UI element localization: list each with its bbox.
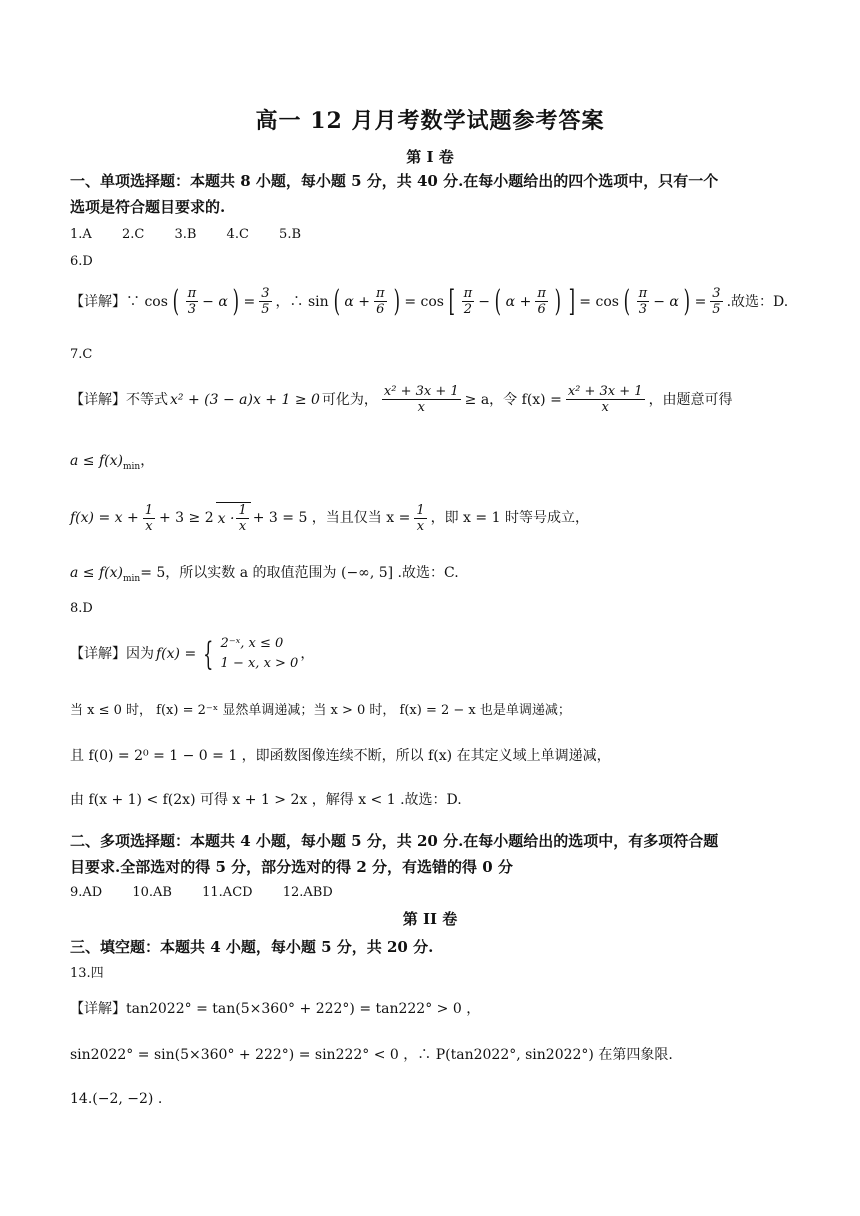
q7-line3-d: ，即 x = 1 时等号成立， [430,510,589,526]
section-1-heading: 一、单项选择题：本题共 8 小题，每小题 5 分，共 40 分.在每小题给出的四个选项中，只有一个 [70,172,719,190]
page-title: 高一 12 月月考数学试题参考答案 [255,108,605,134]
answer-5: 5.B [279,227,302,242]
q7-label: 【详解】不等式 [70,391,168,408]
q7-line2-expr: a ≤ f(x) [70,453,123,469]
question-14-answer: 14.(−2, −2) . [70,1091,163,1107]
answer-2: 2.C [121,227,145,242]
q7-text3: ，由题意可得 [648,391,733,408]
q13-line2: sin2022° = sin(5×360° + 222°) = sin222° < 0 ，∴ P(tan2022°, sin2022°) 在第四象限. [70,1047,673,1063]
section-1-heading-cont: 选项是符合题目要求的. [70,198,226,216]
q7-text1: 可化为， [321,391,378,408]
answer-9: 9.AD [70,885,103,900]
answer-4: 4.C [226,227,249,242]
q7-line3-b: + 3 ≥ 2 [159,510,214,526]
q8-label: 【详解】因为 [70,646,154,662]
q7-line2-sub: min [122,461,141,472]
answer-3: 3.B [174,227,197,242]
q6-mid2: = cos [404,293,444,310]
question-13-answer: 13.四 [70,966,104,981]
q7-line4 [70,564,459,588]
q6-mid1: ，∴ sin [275,293,329,310]
q6-mid3: = cos [579,293,619,310]
q7-line2 [70,452,154,476]
question-8-answer: 8.D [70,601,93,616]
q8-detail: 【详解】因为 f(x) = { 2⁻ˣ, x ≤ 0 1 − x, x > 0 ， [70,635,315,673]
answers-1-5 [70,226,327,244]
answer-12: 12.ABD [282,885,333,900]
q8-line2: 当 x ≤ 0 时， f(x) = 2⁻ˣ 显然单调递减；当 x > 0 时， f(x) = 2 − x 也是单调递减； [70,703,571,718]
piecewise-cases [221,634,299,674]
q8-line4: 由 f(x + 1) < f(2x) 可得 x + 1 > 2x ，解得 x < 1 .故选：D. [70,792,462,808]
q6-end: .故选：D. [726,293,789,310]
section-3-heading: 三、填空题：本题共 4 小题，每小题 5 分，共 20 分. [70,938,434,956]
answer-11: 11.ACD [202,885,253,900]
q7-text2: ≥ a，令 f(x) = [464,391,562,408]
q8-fx: f(x) = [156,646,197,662]
q8-case2: 1 − x, x > 0 [220,656,299,671]
sqrt-expression: x · 1 x [216,502,251,534]
q7-inequality: x² + (3 − a)x + 1 ≥ 0 [170,391,320,408]
answer-10: 10.AB [132,885,172,900]
question-7-answer: 7.C [70,347,93,362]
q8-case1: 2⁻ˣ, x ≤ 0 [220,636,284,651]
q7-line4-b: = 5，所以实数 a 的取值范围为 (−∞, 5] .故选：C. [140,565,459,581]
section-2-heading-cont: 目要求.全部选对的得 5 分，部分选对的得 2 分，有选错的得 0 分 [70,858,513,876]
q7-line3: f(x) = x + $\frac{1}{x}$ + 3 ≥ 2 x · 1 x + 3 = 5 ，当且仅当 x = $\frac{1}{x}$ ，即 x = 1 时等号成立， [70,502,589,534]
q8-line3: 且 f(0) = 2⁰ = 1 − 0 = 1 ，即函数图像连续不断，所以 f(x) 在其定义域上单调递减， [70,748,611,764]
q7-detail: 【详解】不等式 x² + (3 − a)x + 1 ≥ 0 可化为， $\frac{\text{x² + 3x + 1}}{x}$ ≥ a，令 f(x) = $\frac{\text{x² + 3x + 1}}{x}$ ，由题意可得 [70,384,733,415]
q7-line2-end: ， [140,453,155,469]
volume-1-heading: 第 I 卷 [406,148,454,166]
q7-line4-sub: min [122,573,141,584]
question-6-answer: 6.D [70,254,93,269]
section-2-heading: 二、多项选择题：本题共 4 小题，每小题 5 分，共 20 分.在每小题给出的选项中，有多项符合题 [70,832,719,850]
q7-line3-c: + 3 = 5 ，当且仅当 x = [252,510,411,526]
q7-line3-a: f(x) = x + [70,510,139,526]
answers-9-12 [70,884,359,902]
q6-detail: 【详解】∵ cos ( π 3 − α ) = $\frac{3}{5}$ ，∴ sin ( α + $\frac{\pi}{6}$ ) = cos [ π 2 − ( α + $\frac{\pi}{6}$ ) ] = cos ( π 3 − α ) = $\frac{3}{5}$ .故选：D. [70,283,789,319]
volume-2-heading: 第 II 卷 [402,910,458,928]
answer-1: 1.A [70,227,92,242]
q13-line1: 【详解】tan2022° = tan(5×360° + 222°) = tan222° > 0 ， [70,1001,481,1017]
q8-end: ， [300,646,315,662]
q6-label: 【详解】∵ cos [70,293,168,310]
q7-line4-a: a ≤ f(x) [70,565,123,581]
